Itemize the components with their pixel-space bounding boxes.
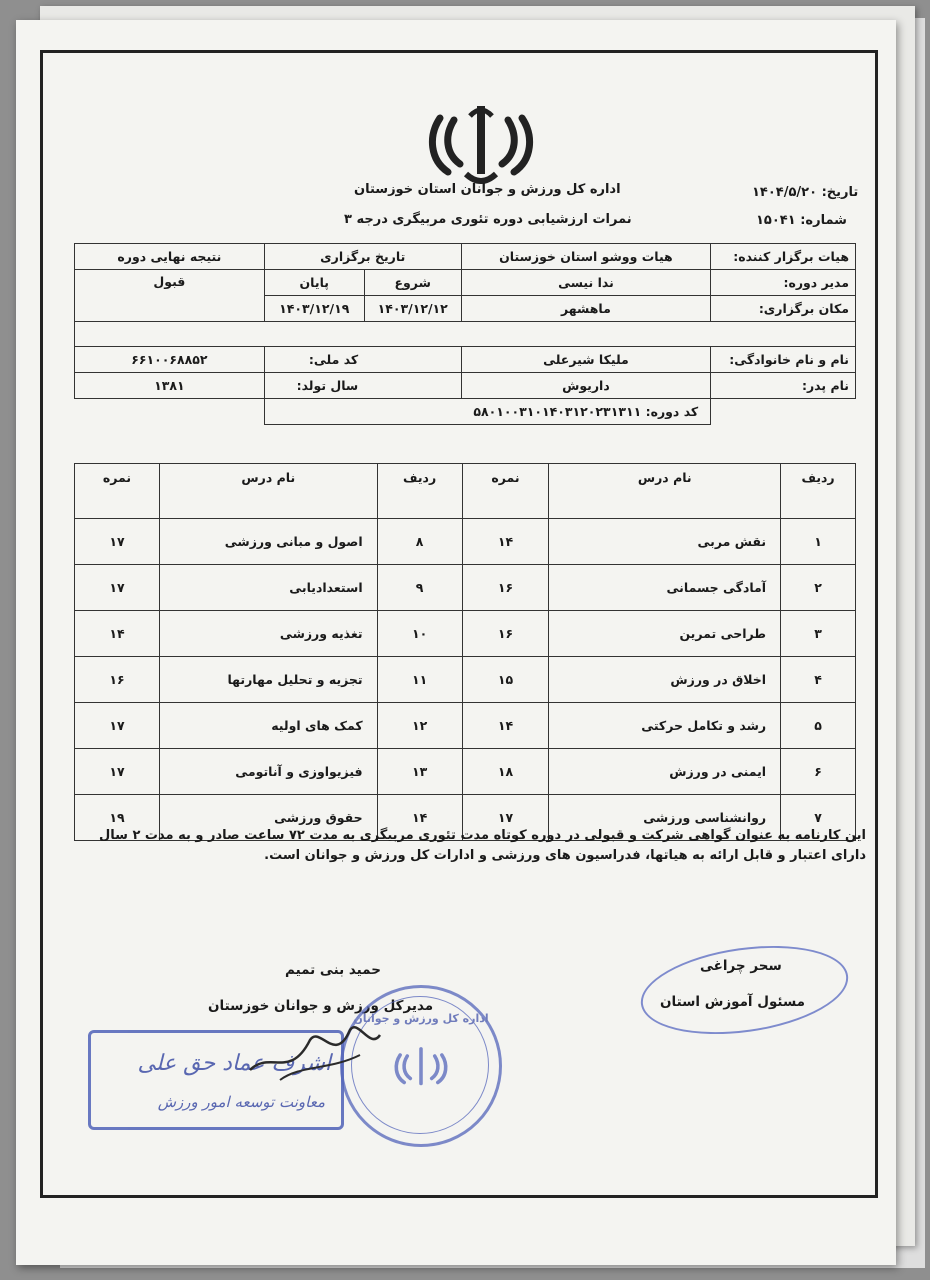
certificate-paragraph: این کارنامه به عنوان گواهی شرکت و قبولی در دوره کوتاه مدت تئوری مربیگری به مدت ۷۲ ساعت صادر و به مدت ۲ سال دارای اعتبار و قابل ارائه به هیاتها، فدراسیون های ورزشی و ادارات کل ورزش و جوانان است. [98,828,866,863]
course-grade: ۱۶ [462,611,549,657]
table-row [75,749,856,795]
course-name: استعدادیابی [159,565,377,611]
row-header: ردیف [781,464,856,519]
end-date-value: ۱۴۰۳/۱۲/۱۹ [264,296,364,322]
course-grade: ۱۸ [462,749,549,795]
table-row [75,703,856,749]
start-date-value: ۱۴۰۳/۱۲/۱۲ [364,296,461,322]
row-number: ۱ [781,519,856,565]
grade-header: نمره [462,464,549,519]
father-label: نام پدر: [711,373,856,399]
course-grade: ۱۶ [462,565,549,611]
name-label: نام و نام خانوادگی: [711,347,856,373]
empty-cell [364,347,461,373]
start-label: شروع [364,270,461,296]
course-name: تغذیه ورزشی [159,611,377,657]
row-number: ۹ [377,565,462,611]
hold-date-label: تاریخ برگزاری [264,244,461,270]
course-grade: ۱۵ [462,657,549,703]
course-info-table [74,243,856,425]
organizer-label: هیات برگزار کننده: [711,244,856,270]
row-number: ۱۰ [377,611,462,657]
course-name: حقوق ورزشی [159,795,377,841]
left-signer-name: حمید بنی تمیم [285,962,381,978]
final-result-value: قبول [75,270,265,322]
right-signer-title: مسئول آموزش استان [660,994,806,1010]
stamp-line-2: معاونت توسعه امور ورزش [157,1093,325,1111]
table-row [75,611,856,657]
national-id-value: ۶۶۱۰۰۶۸۸۵۲ [75,347,265,373]
national-id-label: کد ملی: [264,347,364,373]
place-value: ماهشهر [461,296,711,322]
course-grade: ۱۷ [75,749,160,795]
organizer-value: هیات ووشو استان خوزستان [461,244,711,270]
grades-table [74,463,856,841]
round-stamp-text: اداره کل ورزش و جوانان [353,1012,489,1025]
table-row [75,657,856,703]
date-label: تاریخ: ۱۴۰۴/۵/۲۰ [752,185,859,200]
course-name-header: نام درس [549,464,781,519]
table-row [75,565,856,611]
number-label: شماره: ۱۵۰۴۱ [756,213,847,228]
course-name: کمک های اولیه [159,703,377,749]
iran-emblem-icon [426,96,536,191]
manager-label: مدیر دوره: [711,270,856,296]
stamp-line-1: اشرف عماد حق علی [137,1051,331,1076]
course-grade: ۱۷ [75,519,160,565]
course-name: طراحی تمرین [549,611,781,657]
row-number: ۱۱ [377,657,462,703]
course-code-cell [264,399,710,425]
left-signer-title: مدیرکل ورزش و جوانان خوزستان [208,998,434,1014]
course-grade: ۱۷ [75,565,160,611]
course-name: ایمنی در ورزش [549,749,781,795]
row-number: ۷ [781,795,856,841]
handwritten-signature [240,1010,390,1090]
course-code-value: ۵۸۰۱۰۰۳۱۰۱۴۰۳۱۲۰۲۳۱۳۱۱ [473,404,642,419]
row-number: ۱۴ [377,795,462,841]
end-label: پایان [264,270,364,296]
blank-cell [75,399,265,425]
course-name: فیزیواوزی و آناتومی [159,749,377,795]
course-name: روانشناسی ورزشی [549,795,781,841]
course-code-label: کد دوره: [645,404,699,419]
row-number: ۸ [377,519,462,565]
row-number: ۱۲ [377,703,462,749]
father-value: داریوش [461,373,711,399]
course-grade: ۱۹ [75,795,160,841]
row-number: ۴ [781,657,856,703]
course-name: رشد و تکامل حرکتی [549,703,781,749]
blank-cell [711,399,856,425]
course-grade: ۱۴ [462,703,549,749]
table-row [75,519,856,565]
course-name: نقش مربی [549,519,781,565]
stamp-emblem-icon [393,1043,449,1093]
course-name: تجزیه و تحلیل مهارتها [159,657,377,703]
grade-header: نمره [75,464,160,519]
spacer-row [75,322,856,347]
row-number: ۶ [781,749,856,795]
right-signer-name: سحر چراغی [700,958,782,974]
course-grade: ۱۴ [75,611,160,657]
final-result-label: نتیجه نهایی دوره [75,244,265,270]
name-value: ملیکا شیرعلی [461,347,711,373]
place-label: مکان برگزاری: [711,296,856,322]
course-grade: ۱۴ [462,519,549,565]
course-name: اخلاق در ورزش [549,657,781,703]
course-grade: ۱۷ [75,703,160,749]
document-title: نمرات ارزشیابی دوره تئوری مربیگری درجه ۳ [344,212,632,227]
empty-cell [364,373,461,399]
course-name: اصول و مبانی ورزشی [159,519,377,565]
row-number: ۱۳ [377,749,462,795]
org-title: اداره کل ورزش و جوانان استان خوزستان [354,182,621,197]
birth-value: ۱۳۸۱ [75,373,265,399]
row-number: ۲ [781,565,856,611]
birth-label: سال تولد: [264,373,364,399]
row-header: ردیف [377,464,462,519]
row-number: ۳ [781,611,856,657]
course-grade: ۱۶ [75,657,160,703]
row-number: ۵ [781,703,856,749]
course-name: آمادگی جسمانی [549,565,781,611]
course-grade: ۱۷ [462,795,549,841]
course-name-header: نام درس [159,464,377,519]
manager-value: ندا نیسی [461,270,711,296]
